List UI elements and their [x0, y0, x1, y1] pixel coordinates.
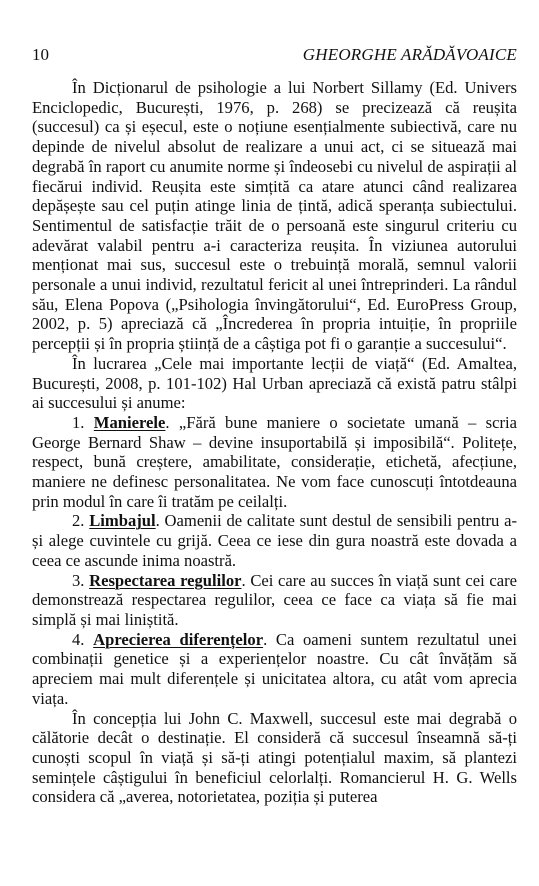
pillar-number: 2.	[72, 511, 85, 531]
running-head: GHEORGHE ARĂDĂVOAICE	[302, 45, 517, 64]
paragraph-dictionary: În Dicționarul de psihologie a lui Norbert Sillamy (Ed. Univers Enciclopedic, București, 1976, p. 268) se precizează că reușita (succesul) ca și eșecul, este o noțiune esențialmente subiectivă, care nu depinde de nivelul absolut de realizare a unui act, ci se situează mai degrabă în raport cu anumite norme și îndeosebi cu nivelul de aspirații al fiecărui individ. Reușita este simțită ca atare atunci când realizarea depășește sau cel puțin atinge linia de țintă, adică speranța subiectului. Sentimentul de satisfacție trăit de o persoană este singurul criteriu cu adevărat valabil pentru a-i caracteriza reușita. În viziunea autorului menționat mai sus, succesul este o trebuință morală, semnul valorii personale a unui individ, rezultatul fericit al unei întreprinderi. La rândul său, Elena Popova („Psihologia învingătorului“, Ed. EuroPress Group, 2002, p. 5) apreciază că „Încrederea în propria intuiție, în propriile percepții și în propria știință de a câștiga pot fi o garanție a succesului“.	[32, 78, 517, 354]
paragraph-maxwell: În concepția lui John C. Maxwell, succesul este mai degrabă o călătorie decât o destinație. El consideră că succesul înseamnă să-ți cunoști scopul în viață și să-ți atingi potențialul maxim, să plantezi semințele câștigului în beneficiul celorlalți. Romancierul H. G. Wells considera că „averea, notorietatea, poziția și puterea	[32, 708, 517, 807]
pillar-item	[32, 511, 517, 570]
body-text	[32, 78, 517, 807]
pillar-item	[32, 571, 517, 630]
pillar-number: 4.	[72, 629, 85, 649]
pillar-text: . Cei care au succes în viață sunt cei care demonstrează respectarea regulilor, ceea ce face ca viața să fie mai simplă și mai liniștită.	[32, 570, 517, 629]
pillar-text: . Ca oameni suntem rezultatul unei combinații genetice și a experiențelor noastre. Cu cât învățăm să apreciem mai mult diferențele și unicitatea altora, cu atât vom aprecia viața.	[32, 629, 517, 708]
pillar-text: . „Fără bune maniere o societate umană – scria George Bernard Shaw – devine insuportabilă și imposibilă“. Politețe, respect, bună creștere, amabilitate, considerație, etichetă, afecțiune, maniere ne definesc personalitatea. Ne vom face cunoscuți întotdeauna prin modul în care îi tratăm pe ceilalți.	[32, 412, 517, 511]
pillar-text: . Oamenii de calitate sunt destul de sensibili pentru a-și alege cuvintele cu grijă. Ceea ce iese din gura noastră este dovada a ceea ce ascunde inima noastră.	[32, 511, 517, 570]
pillar-title: Aprecierea diferențelor	[93, 629, 264, 649]
pillar-title: Limbajul	[89, 511, 156, 531]
pillar-item	[32, 630, 517, 709]
page-header	[32, 44, 517, 66]
page-number: 10	[32, 45, 49, 64]
pillar-number: 3.	[72, 570, 85, 590]
paragraph-hal-urban: În lucrarea „Cele mai importante lecții de viață“ (Ed. Amaltea, București, 2008, p. 101-102) Hal Urban apreciază că există patru stâlpi ai succesului și anume:	[32, 353, 517, 413]
pillar-number: 1.	[72, 412, 85, 432]
pillar-title: Respectarea regulilor	[89, 570, 242, 590]
pillar-item	[32, 413, 517, 512]
pillar-title: Manierele	[93, 412, 166, 432]
